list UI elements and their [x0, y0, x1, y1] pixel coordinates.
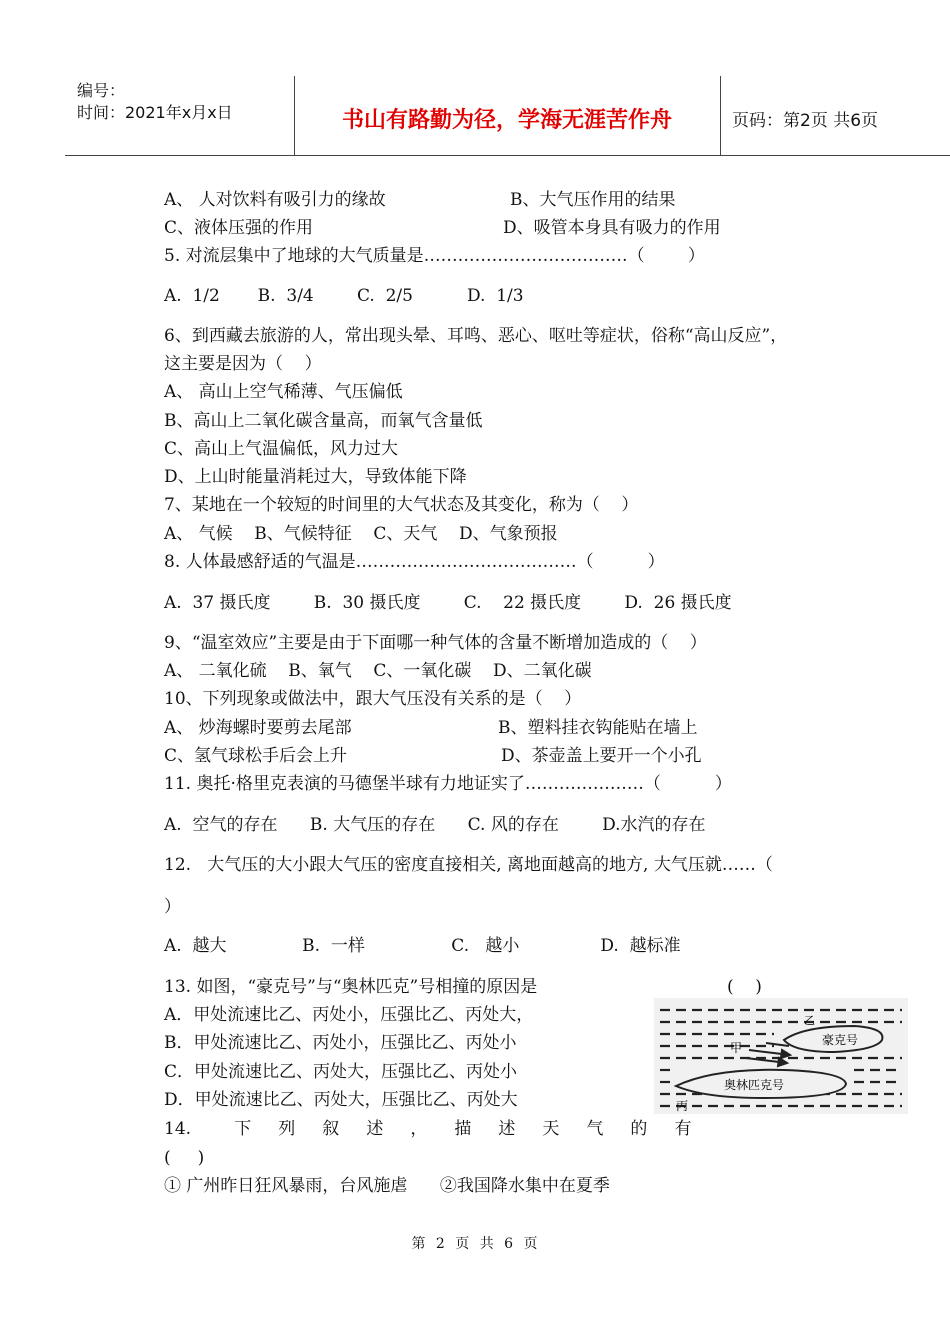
serial-label: 编号： — [77, 81, 126, 100]
text-line: 12. 大气压的大小跟大气压的密度直接相关, 离地面越高的地方, 大气压就……（ — [164, 855, 773, 875]
text-line: A、 高山上空气稀薄、气压偏低 — [164, 382, 403, 402]
page-number-label: 页码：第2页 共6页 — [732, 111, 879, 131]
text-line: 11. 奥托·格里克表演的马德堡半球有力地证实了…………………（ ） — [164, 774, 732, 794]
text-line: 5. 对流层集中了地球的大气质量是………………………………（ ） — [164, 246, 705, 266]
ship-diagram — [654, 998, 908, 1114]
hawke-ship-label: 豪克号 — [822, 1033, 859, 1047]
text-line: D、茶壶盖上要开一个小孔 — [501, 746, 702, 766]
ship-collision-figure — [654, 998, 908, 1114]
text-line: B、高山上二氧化碳含量高，而氧气含量低 — [164, 411, 483, 431]
bing-label: 丙 — [676, 1099, 689, 1113]
text-line: A．甲处流速比乙、丙处小，压强比乙、丙处大， — [164, 1005, 534, 1025]
text-line: B．甲处流速比乙、丙处小，压强比乙、丙处小 — [164, 1033, 517, 1053]
text-line: ① 广州昨日狂风暴雨，台风施虐 ②我国降水集中在夏季 — [164, 1176, 610, 1196]
text-line: 14. 下 列 叙 述 ， 描 述 天 气 的 有 — [164, 1119, 692, 1139]
text-line: B、塑料挂衣钩能贴在墙上 — [498, 718, 698, 738]
text-line: A、 二氧化硫 B、氧气 C、一氧化碳 D、二氧化碳 — [164, 661, 592, 681]
text-line: A、 气候 B、气候特征 C、天气 D、气象预报 — [164, 524, 558, 544]
text-line: 10、下列现象或做法中，跟大气压没有关系的是（ ） — [164, 689, 582, 709]
text-line: ( ) — [727, 977, 762, 997]
page-header — [65, 76, 950, 156]
flow-arrows — [746, 1043, 790, 1066]
text-line: 7、某地在一个较短的时间里的大气状态及其变化，称为（ ） — [164, 495, 639, 515]
page-footer: 第 2 页 共 6 页 — [411, 1236, 539, 1252]
text-line: A. 1/2 B. 3/4 C. 2/5 D. 1/3 — [164, 286, 524, 306]
text-line: C．甲处流速比乙、丙处大，压强比乙、丙处小 — [164, 1062, 518, 1082]
text-line: A. 越大 B. 一样 C. 越小 D. 越标准 — [164, 936, 681, 956]
olympic-ship-label: 奥林匹克号 — [724, 1078, 785, 1092]
yi-label: 乙 — [804, 1014, 815, 1027]
text-line: A. 37 摄氏度 B. 30 摄氏度 C. 22 摄氏度 D. 26 摄氏度 — [164, 593, 732, 613]
text-line: C、液体压强的作用 — [164, 218, 314, 238]
header-meta — [77, 80, 233, 124]
text-line: D、吸管本身具有吸力的作用 — [503, 218, 721, 238]
jia-label: 甲 — [730, 1041, 743, 1055]
text-line: D．甲处流速比乙、丙处大，压强比乙、丙处大 — [164, 1090, 518, 1110]
date-label: 时间：2021年x月x日 — [77, 103, 233, 122]
text-line: ） — [164, 897, 181, 917]
text-line: D、上山时能量消耗过大，导致体能下降 — [164, 467, 467, 487]
text-line: A、 炒海螺时要剪去尾部 — [164, 718, 352, 738]
header-motto: 书山有路勤为径，学海无涯苦作舟 — [341, 108, 672, 133]
text-line: 9、“温室效应”主要是由于下面哪一种气体的含量不断增加造成的（ ） — [164, 633, 707, 653]
text-line: ( ) — [164, 1148, 205, 1168]
text-line: A. 空气的存在 B. 大气压的存在 C. 风的存在 D.水汽的存在 — [164, 815, 706, 835]
text-line: 8. 人体最感舒适的气温是…………………………………（ ） — [164, 552, 665, 572]
text-line: A、 人对饮料有吸引力的缘故 — [164, 190, 386, 210]
text-line: C、高山上气温偏低，风力过大 — [164, 439, 399, 459]
text-line: B、大气压作用的结果 — [510, 190, 676, 210]
text-line: 6、到西藏去旅游的人，常出现头晕、耳鸣、恶心、呕吐等症状，俗称“高山反应”， — [164, 326, 788, 346]
text-line: 这主要是因为（ ） — [164, 354, 322, 374]
text-line: C、氢气球松手后会上升 — [164, 746, 348, 766]
header-divider — [720, 76, 721, 155]
text-line: 13. 如图，“豪克号”与“奥林匹克”号相撞的原因是 — [164, 977, 538, 997]
